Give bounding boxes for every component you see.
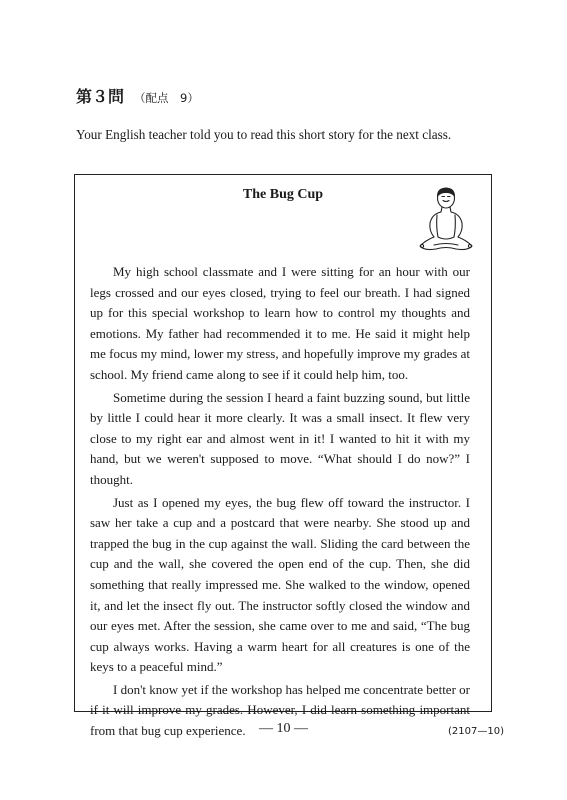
story-paragraph: I don't know yet if the workshop has helped me concentrate better or if it will improve my grades. However, I did learn something important from that bug cup experience. (90, 681, 470, 739)
story-paragraph: Sometime during the session I heard a faint buzzing sound, but little by little I could hear it more clearly. It was a small insect. It flew very close to my right ear and almost went in it! I wanted to hit it with my hand, but we weren't supposed to move. “What should I do now?” I thought. (90, 389, 470, 487)
intro-text: Your English teacher told you to read this short story for the next class. (76, 127, 452, 142)
story-body (90, 262, 470, 744)
question-number: 第３問 (76, 87, 125, 106)
story-paragraph: Just as I opened my eyes, the bug flew off toward the instructor. I saw her take a cup and a postcard that were nearby. She stood up and trapped the bug in the cup against the wall. Sliding the card between the cup and the wall, she covered the open end of the cup. Then, she did something that really impressed me. She walked to the window, opened it, and let the insect fly out. The instructor softly closed the window and our eyes met. After the session, she came over to me and said, “The bug cup always works. Having a warm heart for all creatures is one of the keys to a peaceful mind.” (90, 494, 470, 675)
exam-code: (2107—10) (448, 726, 504, 737)
story-title: The Bug Cup (242, 187, 324, 202)
question-heading (76, 84, 199, 107)
question-points: （配点 9） (134, 91, 199, 105)
story-paragraph: My high school classmate and I were sitting for an hour with our legs crossed and our eyes closed, trying to feel our breath. I had signed up for this special workshop to learn how to control my thoughts and emotions. My father had recommended it to me. He said it might help me focus my mind, lower my stress, and hopefully improve my grades at school. My friend came along to see if it could help him, too. (90, 264, 470, 382)
page-number: — 10 — (259, 721, 308, 736)
meditating-person-illustration (414, 185, 478, 257)
